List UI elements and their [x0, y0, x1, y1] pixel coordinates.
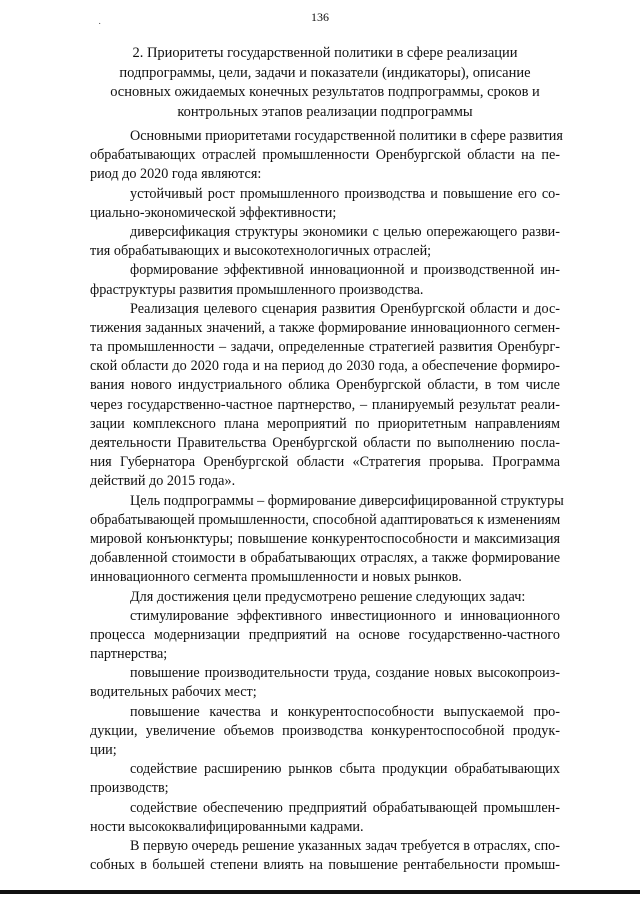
- text-line: циально-экономической эффективности;: [90, 204, 337, 221]
- text-line: Основными приоритетами государственной политики в сфере развития: [130, 128, 563, 144]
- heading-line: 2. Приоритеты государственной политики в сфере реализации: [132, 45, 518, 61]
- text-line: та промышленности – задачи, определенные стратегией развития Оренбург-: [90, 339, 560, 356]
- text-line: формирование эффективной инновационной и производственной ин-: [130, 262, 560, 279]
- text-line: вания нового индустриального облика Оренбургской области, в том числе: [90, 377, 560, 394]
- text-line: повышение качества и конкурентоспособности выпускаемой про-: [130, 703, 560, 720]
- text-line: зации комплексного плана мероприятий по приоритетным направлениям: [90, 415, 560, 432]
- text-line: Для достижения цели предусмотрено решение следующих задач:: [130, 588, 526, 605]
- text-line: содействие расширению рынков сбыта продукции обрабатывающих: [130, 761, 560, 778]
- heading-line: подпрограммы, цели, задачи и показатели (индикаторы), описание: [119, 64, 531, 81]
- heading-line: основных ожидаемых конечных результатов подпрограммы, сроков и: [110, 84, 540, 100]
- text-line: повышение производительности труда, создание новых высокопроиз-: [130, 665, 560, 682]
- text-line: ции;: [90, 742, 117, 758]
- text-line: собных в большей степени влиять на повышение рентабельности промыш-: [90, 857, 560, 874]
- text-line: добавленной стоимости в обрабатывающих отраслях, а также формирование: [90, 550, 560, 567]
- text-line: тижения заданных значений, а также формирование инновационного сегмен-: [90, 319, 560, 336]
- text-line: деятельности Правительства Оренбургской области по выполнению посла-: [90, 435, 560, 451]
- text-line: устойчивый рост промышленного производства и повышение его со-: [130, 185, 560, 202]
- text-line: риод до 2020 года являются:: [90, 166, 262, 183]
- text-line: диверсификация структуры экономики с целью опережающего разви-: [130, 223, 560, 240]
- text-line: В первую очередь решение указанных задач требуется в отраслях, спо-: [130, 837, 560, 854]
- text-line: производств;: [90, 780, 169, 797]
- text-line: ской области до 2020 года и на период до 2030 года, а обеспечение формиро-: [90, 358, 560, 375]
- text-line: партнерства;: [90, 646, 168, 663]
- section-heading: [90, 44, 560, 122]
- scan-mark: ˙: [98, 22, 102, 33]
- text-line: Реализация целевого сценария развития Оренбургской области и дос-: [130, 300, 560, 317]
- body-text: [90, 127, 564, 875]
- text-line: ния Губернатора Оренбургской области «Стратегия прорыва. Программа: [90, 454, 560, 471]
- text-line: содействие обеспечению предприятий обрабатывающей промышлен-: [130, 799, 560, 816]
- text-line: тия обрабатывающих и высокотехнологичных отраслей;: [90, 243, 432, 260]
- heading-line: контрольных этапов реализации подпрограммы: [177, 103, 473, 120]
- text-line: дукции, увеличение объемов производства конкурентоспособной продук-: [90, 722, 560, 739]
- text-line: инновационного сегмента промышленности и новых рынков.: [90, 569, 462, 586]
- text-line: мировой конъюнктуры; повышение конкурентоспособности и максимизация: [90, 530, 560, 547]
- text-line: Цель подпрограммы – формирование диверсифицированной структуры: [130, 492, 564, 509]
- text-line: процесса модернизации предприятий на основе государственно-частного: [90, 626, 560, 643]
- bottom-scan-edge: [0, 890, 640, 894]
- text-line: через государственно-частное партнерство, – планируемый результат реали-: [90, 396, 560, 413]
- text-line: стимулирование эффективного инвестиционного и инновационного: [130, 607, 560, 624]
- page-number: 136: [311, 10, 329, 24]
- text-line: обрабатывающей промышленности, способной адаптироваться к изменениям: [90, 511, 561, 528]
- text-line: водительных рабочих мест;: [90, 684, 257, 701]
- text-line: обрабатывающих отраслей промышленности Оренбургской области на пе-: [90, 147, 560, 164]
- text-line: фраструктуры развития промышленного производства.: [90, 281, 424, 298]
- text-line: ности высококвалифицированными кадрами.: [90, 818, 364, 835]
- text-line: действий до 2015 года».: [90, 473, 236, 490]
